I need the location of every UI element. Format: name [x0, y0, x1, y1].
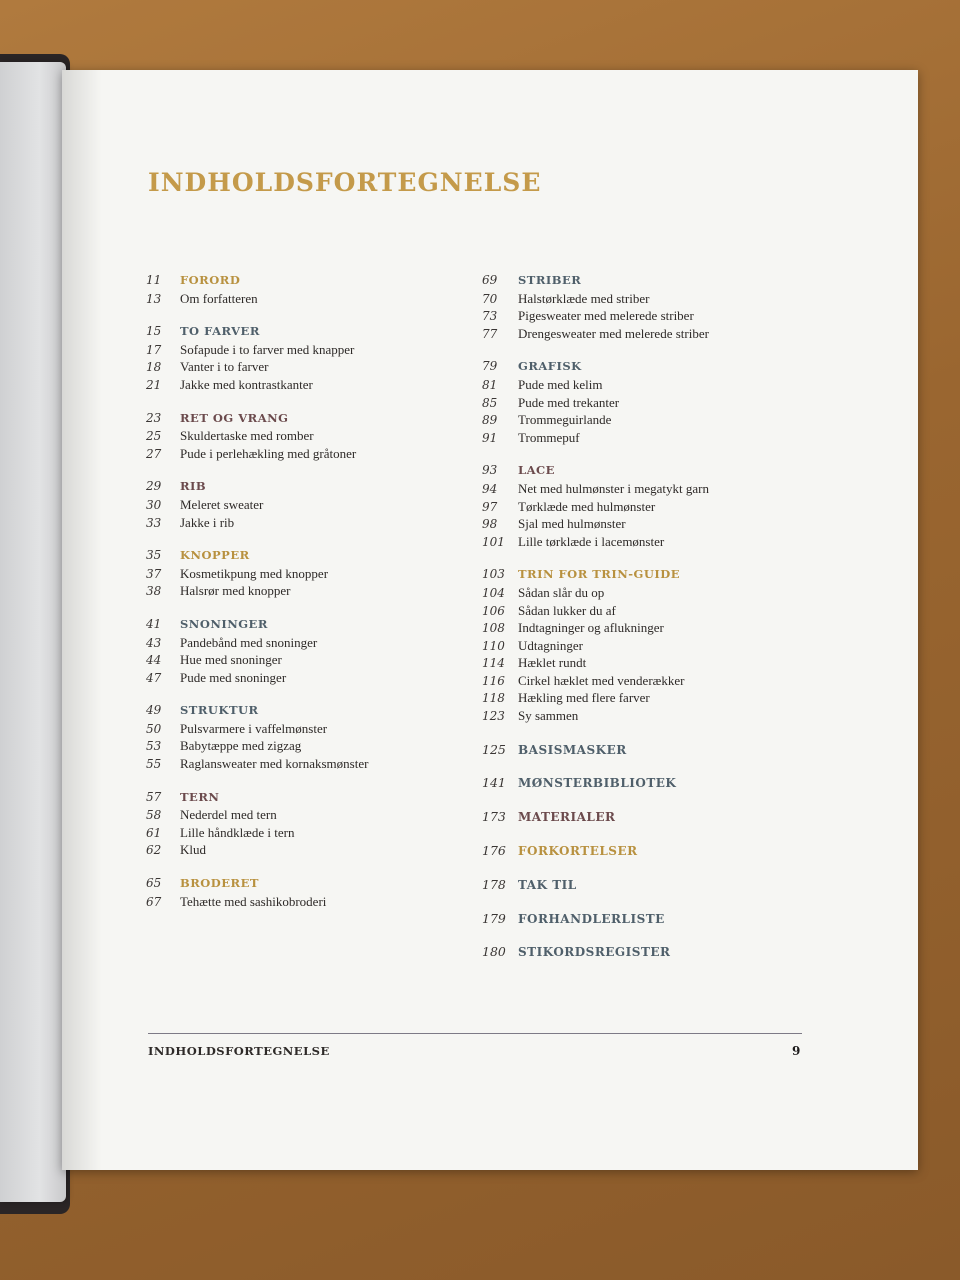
- entry-title: Trommeguirlande: [518, 412, 612, 428]
- footer-page-number: 9: [792, 1044, 801, 1058]
- toc-section: [146, 411, 466, 464]
- toc-section-heading: [146, 411, 466, 429]
- entry-title: Skuldertaske med romber: [180, 428, 314, 444]
- entry-title: Babytæppe med zigzag: [180, 738, 302, 754]
- section-title: LACE: [518, 463, 555, 478]
- toc-entry: [482, 326, 842, 344]
- page-gutter-shadow: [62, 70, 102, 1170]
- section-title: FORKORTELSER: [518, 844, 638, 859]
- toc-section: [146, 617, 466, 687]
- entry-title: Meleret sweater: [180, 496, 264, 512]
- toc-section-heading: [482, 877, 842, 911]
- toc-entry: [146, 342, 466, 360]
- toc-entry: [482, 395, 842, 413]
- entry-title: Pude med trekanter: [518, 394, 620, 410]
- section-title: FORHANDLERLISTE: [518, 911, 665, 926]
- entry-title: Net med hulmønster i megatykt garn: [518, 480, 709, 496]
- toc-entry: [482, 481, 842, 499]
- toc-entry: [146, 807, 466, 825]
- entry-title: Sy sammen: [518, 708, 579, 724]
- page-number: 93: [482, 463, 498, 478]
- entry-title: Indtagninger og aflukninger: [518, 620, 664, 636]
- toc-entry: [146, 583, 466, 601]
- section-title: RIB: [180, 479, 207, 494]
- toc-section: [146, 790, 466, 860]
- page-number: 125: [482, 741, 506, 757]
- entry-title: Pandebånd med snoninger: [180, 634, 318, 650]
- toc-entry: [146, 446, 466, 464]
- entry-title: Hue med snoninger: [180, 652, 282, 668]
- toc-entry: [146, 635, 466, 653]
- toc-single-sections: [482, 742, 842, 979]
- page-number: 58: [146, 808, 162, 823]
- toc-entry: [146, 825, 466, 843]
- page-number: 108: [482, 621, 505, 636]
- toc-section-heading: [482, 463, 842, 481]
- toc-entry: [146, 291, 466, 309]
- page-number: 41: [146, 616, 162, 631]
- toc-entry: [482, 585, 842, 603]
- entry-title: Sjal med hulmønster: [518, 516, 626, 532]
- toc-section-heading: [146, 273, 466, 291]
- toc-section-heading: [146, 617, 466, 635]
- toc-entry: [482, 655, 842, 673]
- page-number: 15: [146, 324, 162, 339]
- page-number: 21: [146, 377, 162, 392]
- page-number: 50: [146, 721, 162, 736]
- page-number: 73: [482, 309, 498, 324]
- section-title: STRUKTUR: [180, 703, 259, 718]
- toc-entry: [482, 412, 842, 430]
- book-page: [62, 70, 918, 1170]
- toc-entry: [146, 515, 466, 533]
- page-number: 79: [482, 359, 498, 374]
- section-title: TAK TIL: [518, 877, 577, 892]
- page-number: 44: [146, 653, 162, 668]
- page-number: 118: [482, 691, 505, 706]
- page-number: 114: [482, 656, 505, 671]
- page-number: 62: [146, 843, 162, 858]
- toc-section-heading: [482, 567, 842, 585]
- toc-section-heading: [482, 843, 842, 877]
- toc-entry: [146, 842, 466, 860]
- entry-title: Tehætte med sashikobroderi: [180, 893, 327, 909]
- entry-title: Cirkel hæklet med venderækker: [518, 672, 685, 688]
- page-number: 33: [146, 515, 162, 530]
- page-number: 69: [482, 273, 498, 287]
- toc-section: [482, 359, 842, 447]
- page-number: 104: [482, 585, 505, 600]
- entry-title: Pulsvarmere i vaffelmønster: [180, 720, 328, 736]
- section-title: TO FARVER: [180, 324, 260, 339]
- entry-title: Halsrør med knopper: [180, 583, 291, 599]
- entry-title: Sådan slår du op: [518, 584, 605, 600]
- toc-section-heading: [146, 479, 466, 497]
- section-title: MATERIALER: [518, 810, 616, 825]
- toc-column-left: [146, 273, 466, 927]
- entry-title: Lille håndklæde i tern: [180, 824, 295, 840]
- page-number: 141: [482, 775, 506, 791]
- toc-section-heading: [482, 944, 842, 978]
- toc-section-heading: [146, 324, 466, 342]
- entry-title: Lille tørklæde i lacemønster: [518, 533, 665, 549]
- page-number: 101: [482, 534, 505, 549]
- section-title: STIKORDSREGISTER: [518, 945, 671, 960]
- entry-title: Jakke i rib: [180, 514, 235, 530]
- page-number: 43: [146, 635, 162, 650]
- entry-title: Pude med kelim: [518, 376, 603, 392]
- left-page-edge: [0, 62, 66, 1202]
- entry-title: Om forfatteren: [180, 290, 258, 306]
- toc-section: [146, 876, 466, 911]
- entry-title: Pigesweater med melerede striber: [518, 308, 694, 324]
- toc-section-heading: [146, 548, 466, 566]
- toc-entry: [146, 738, 466, 756]
- toc-entry: [146, 756, 466, 774]
- page-number: 25: [146, 429, 162, 444]
- toc-column-right: [482, 273, 842, 978]
- toc-section-heading: [482, 273, 842, 291]
- page-title: INDHOLDSFORTEGNELSE: [148, 168, 542, 197]
- toc-entry: [146, 652, 466, 670]
- toc-section: [146, 548, 466, 601]
- page-number: 47: [146, 670, 162, 685]
- toc-section: [146, 273, 466, 308]
- footer-section-title: INDHOLDSFORTEGNELSE: [148, 1044, 330, 1058]
- page-number: 106: [482, 603, 505, 618]
- page-number: 81: [482, 377, 498, 392]
- entry-title: Nederdel med tern: [180, 807, 277, 823]
- page-number: 38: [146, 584, 162, 599]
- entry-title: Trommepuf: [518, 429, 580, 445]
- page-number: 30: [146, 497, 162, 512]
- page-number: 27: [146, 446, 162, 461]
- page-number: 179: [482, 910, 506, 926]
- entry-title: Kosmetikpung med knopper: [180, 565, 329, 581]
- page-number: 53: [146, 739, 162, 754]
- toc-entry: [482, 291, 842, 309]
- page-number: 55: [146, 757, 162, 772]
- toc-entry: [482, 620, 842, 638]
- page-number: 11: [146, 273, 162, 287]
- entry-title: Vanter i to farver: [180, 359, 269, 375]
- page-number: 61: [146, 825, 162, 840]
- toc-entry: [482, 499, 842, 517]
- section-title: STRIBER: [518, 273, 582, 287]
- page-number: 103: [482, 567, 505, 582]
- page-number: 176: [482, 843, 506, 859]
- page-number: 77: [482, 326, 498, 341]
- toc-entry: [146, 497, 466, 515]
- page-number: 97: [482, 499, 498, 514]
- page-number: 57: [146, 789, 162, 804]
- toc-section: [146, 479, 466, 532]
- entry-title: Klud: [180, 842, 206, 858]
- page-number: 65: [146, 876, 162, 891]
- section-title: GRAFISK: [518, 359, 582, 374]
- toc-entry: [482, 308, 842, 326]
- toc-entry: [482, 603, 842, 621]
- toc-section-heading: [146, 790, 466, 808]
- toc-section: [482, 463, 842, 551]
- page-number: 17: [146, 342, 162, 357]
- page-number: 110: [482, 638, 505, 653]
- entry-title: Drengesweater med melerede striber: [518, 325, 709, 341]
- page-number: 98: [482, 517, 498, 532]
- entry-title: Udtagninger: [518, 637, 583, 653]
- page-number: 89: [482, 413, 498, 428]
- entry-title: Pude med snoninger: [180, 669, 287, 685]
- page-number: 67: [146, 894, 162, 909]
- toc-section-heading: [482, 911, 842, 945]
- section-title: RET OG VRANG: [180, 410, 289, 425]
- toc-entry: [146, 359, 466, 377]
- page-number: 49: [146, 703, 162, 718]
- toc-entry: [482, 638, 842, 656]
- entry-title: Hæklet rundt: [518, 655, 587, 671]
- page-number: 94: [482, 481, 498, 496]
- page-number: 180: [482, 944, 506, 960]
- toc-entry: [146, 670, 466, 688]
- toc-entry: [482, 690, 842, 708]
- toc-section: [482, 273, 842, 343]
- page-number: 13: [146, 291, 162, 306]
- toc-entry: [146, 377, 466, 395]
- entry-title: Hækling med flere farver: [518, 690, 650, 706]
- section-title: TERN: [180, 789, 220, 804]
- entry-title: Halstørklæde med striber: [518, 290, 650, 306]
- toc-entry: [482, 430, 842, 448]
- entry-title: Sofapude i to farver med knapper: [180, 341, 355, 357]
- toc-section-heading: [482, 742, 842, 776]
- entry-title: Raglansweater med kornaksmønster: [180, 756, 369, 772]
- entry-title: Pude i perlehækling med gråtoner: [180, 445, 357, 461]
- toc-entry: [146, 566, 466, 584]
- page-number: 178: [482, 876, 506, 892]
- page-number: 70: [482, 291, 498, 306]
- toc-entry: [146, 428, 466, 446]
- toc-entry: [146, 894, 466, 912]
- section-title: MØNSTERBIBLIOTEK: [518, 776, 677, 791]
- section-title: TRIN FOR TRIN-GUIDE: [518, 567, 680, 582]
- toc-section: [146, 703, 466, 773]
- entry-title: Jakke med kontrastkanter: [180, 376, 313, 392]
- section-title: BASISMASKER: [518, 742, 627, 757]
- toc-section-heading: [482, 809, 842, 843]
- toc-section: [146, 324, 466, 394]
- toc-entry: [146, 721, 466, 739]
- section-title: SNONINGER: [180, 616, 268, 631]
- toc-entry: [482, 708, 842, 726]
- toc-section-heading: [146, 703, 466, 721]
- section-title: KNOPPER: [180, 548, 250, 563]
- toc-entry: [482, 377, 842, 395]
- footer-rule: [148, 1033, 802, 1034]
- section-title: BRODERET: [180, 876, 259, 891]
- page-number: 116: [482, 673, 505, 688]
- section-title: FORORD: [180, 273, 241, 287]
- page-number: 23: [146, 410, 162, 425]
- toc-section-heading: [146, 876, 466, 894]
- page-number: 29: [146, 479, 162, 494]
- page-number: 35: [146, 548, 162, 563]
- entry-title: Tørklæde med hulmønster: [518, 498, 656, 514]
- page-number: 173: [482, 809, 506, 825]
- page-number: 91: [482, 430, 498, 445]
- toc-section-heading: [482, 775, 842, 809]
- page-number: 37: [146, 566, 162, 581]
- toc-section: [482, 567, 842, 725]
- toc-entry: [482, 516, 842, 534]
- page-number: 123: [482, 709, 505, 724]
- toc-entry: [482, 673, 842, 691]
- page-number: 18: [146, 360, 162, 375]
- toc-entry: [482, 534, 842, 552]
- entry-title: Sådan lukker du af: [518, 602, 616, 618]
- page-number: 85: [482, 395, 498, 410]
- toc-section-heading: [482, 359, 842, 377]
